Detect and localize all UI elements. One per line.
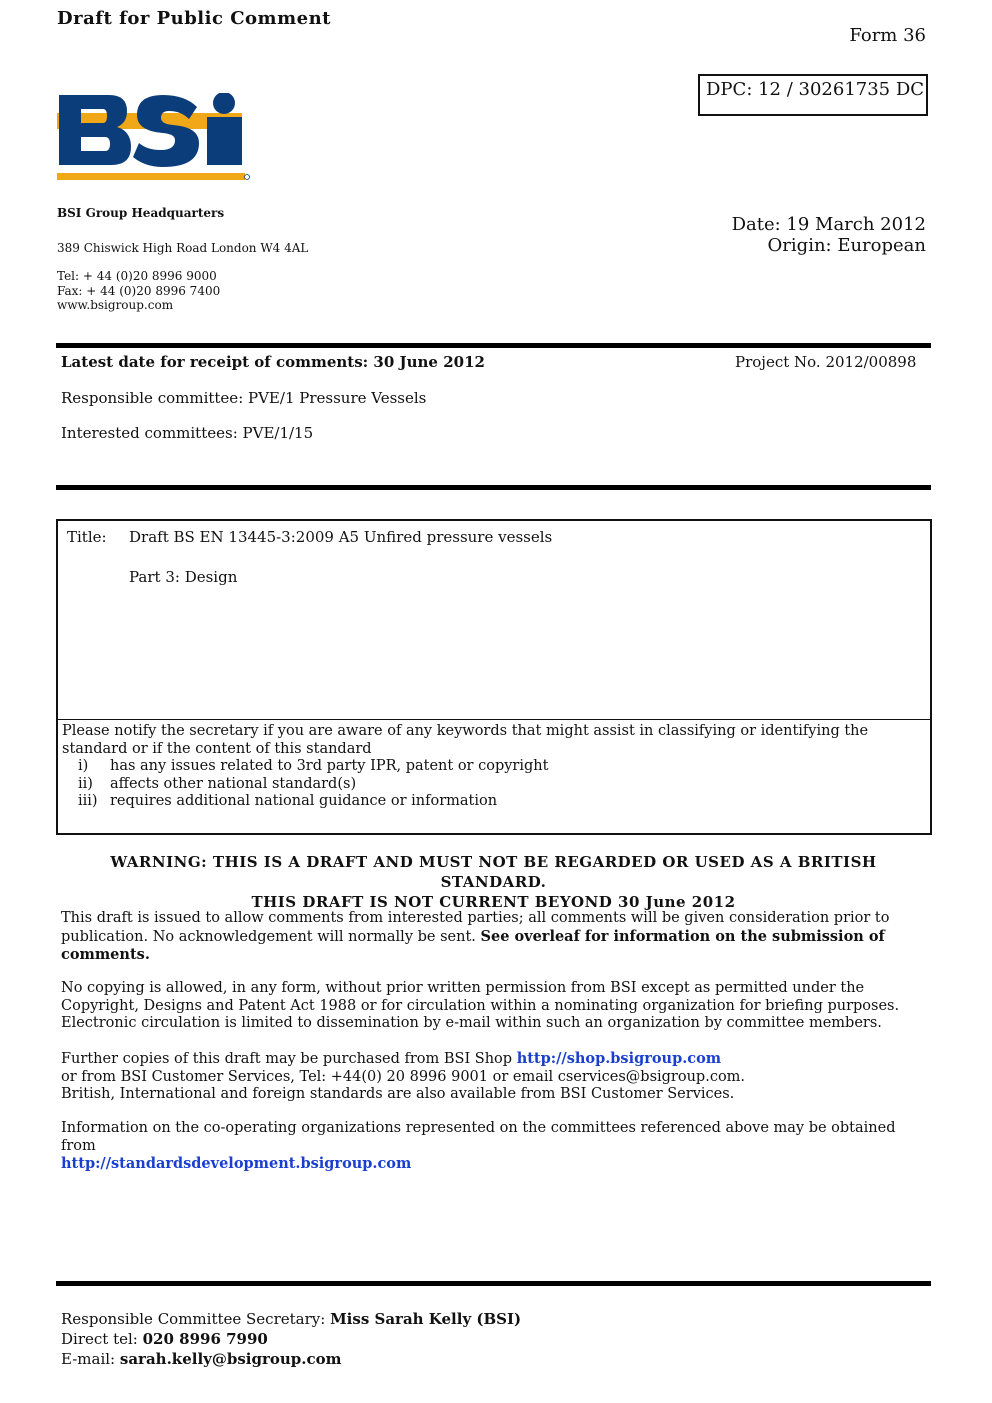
interested-committees: Interested committees: PVE/1/15: [61, 424, 314, 442]
hq-tel: Tel: + 44 (0)20 8996 9000: [57, 269, 217, 283]
form-number: Form 36: [849, 25, 926, 46]
title-box: [56, 519, 932, 835]
document-origin: Origin: European: [767, 235, 926, 256]
middle-rule: [56, 485, 931, 490]
title-line2: Part 3: Design: [129, 568, 238, 586]
hq-address-block: [57, 206, 308, 313]
top-rule: [56, 343, 931, 348]
dpc-number-box: DPC: 12 / 30261735 DC: [698, 74, 928, 116]
hq-fax: Fax: + 44 (0)20 8996 7400: [57, 283, 221, 298]
paragraph-cooperating-orgs: Information on the co-operating organizations represented on the committees referenced above may be obtained from http://standardsdevelopment.bsigroup.com: [61, 1120, 921, 1173]
paragraph-draft-issued: This draft is issued to allow comments from interested parties; all comments will be given consideration prior to publication. No acknowledgement will normally be sent. See overleaf for information on the submission of comments.: [61, 910, 890, 963]
project-number: Project No. 2012/00898: [735, 353, 917, 371]
bottom-rule: [56, 1281, 931, 1286]
paragraph-copying: No copying is allowed, in any form, without prior written permission from BSI except as permitted under the Copyright, Designs and Patent Act 1988 or for circulation within a nominating organization for briefing purposes. Electronic circulation is limited to dissemination by e-mail within such an organization by committee members.: [61, 980, 900, 1031]
responsible-committee: Responsible committee: PVE/1 Pressure Vessels: [61, 389, 427, 407]
notify-item: ii) affects other national standard(s): [78, 775, 357, 792]
notify-item: i) has any issues related to 3rd party IPR, patent or copyright: [78, 758, 549, 774]
draft-label: Draft for Public Comment: [57, 8, 331, 29]
latest-date: Latest date for receipt of comments: 30 June 2012: [61, 353, 485, 371]
warning-line2: THIS DRAFT IS NOT CURRENT BEYOND 30 June 2012: [251, 893, 736, 911]
standards-development-link[interactable]: http://standardsdevelopment.bsigroup.com: [61, 1155, 412, 1172]
secretary-name: Miss Sarah Kelly (BSI): [330, 1310, 522, 1328]
hq-web: www.bsigroup.com: [57, 298, 174, 312]
paragraph-further-copies: Further copies of this draft may be purchased from BSI Shop http://shop.bsigroup.com or from BSI Customer Services, Tel: +44(0) 20 8996 9001 or email cservices@bsigroup.com. British, International and foreign standards are also available from BSI Customer Services.: [61, 1050, 746, 1102]
bsi-logo: [57, 93, 251, 181]
secretary-email[interactable]: sarah.kelly@bsigroup.com: [119, 1350, 342, 1368]
hq-name: BSI Group Headquarters: [57, 206, 225, 220]
title-line1: Draft BS EN 13445-3:2009 A5 Unfired pressure vessels: [129, 528, 553, 546]
warning-line1: WARNING: THIS IS A DRAFT AND MUST NOT BE REGARDED OR USED AS A BRITISH STANDARD.: [110, 853, 877, 891]
notify-item: iii) requires additional national guidance or information: [78, 793, 498, 809]
notify-section: [58, 719, 930, 811]
title-label: Title:: [67, 528, 107, 546]
hq-address: 389 Chiswick High Road London W4 4AL: [57, 240, 309, 255]
footer-contact: Responsible Committee Secretary: Miss Sarah Kelly (BSI) Direct tel: 020 8996 7990 E-mail: sarah.kelly@bsigroup.com: [61, 1310, 522, 1368]
warning-block: [56, 852, 931, 912]
secretary-tel: 020 8996 7990: [142, 1330, 268, 1348]
notify-text: Please notify the secretary if you are aware of any keywords that might assist in classifying or identifying the standard or if the content of this standard: [62, 723, 869, 757]
date-origin-block: [732, 214, 926, 256]
document-date: Date: 19 March 2012: [731, 214, 926, 235]
shop-link[interactable]: http://shop.bsigroup.com: [516, 1050, 722, 1067]
